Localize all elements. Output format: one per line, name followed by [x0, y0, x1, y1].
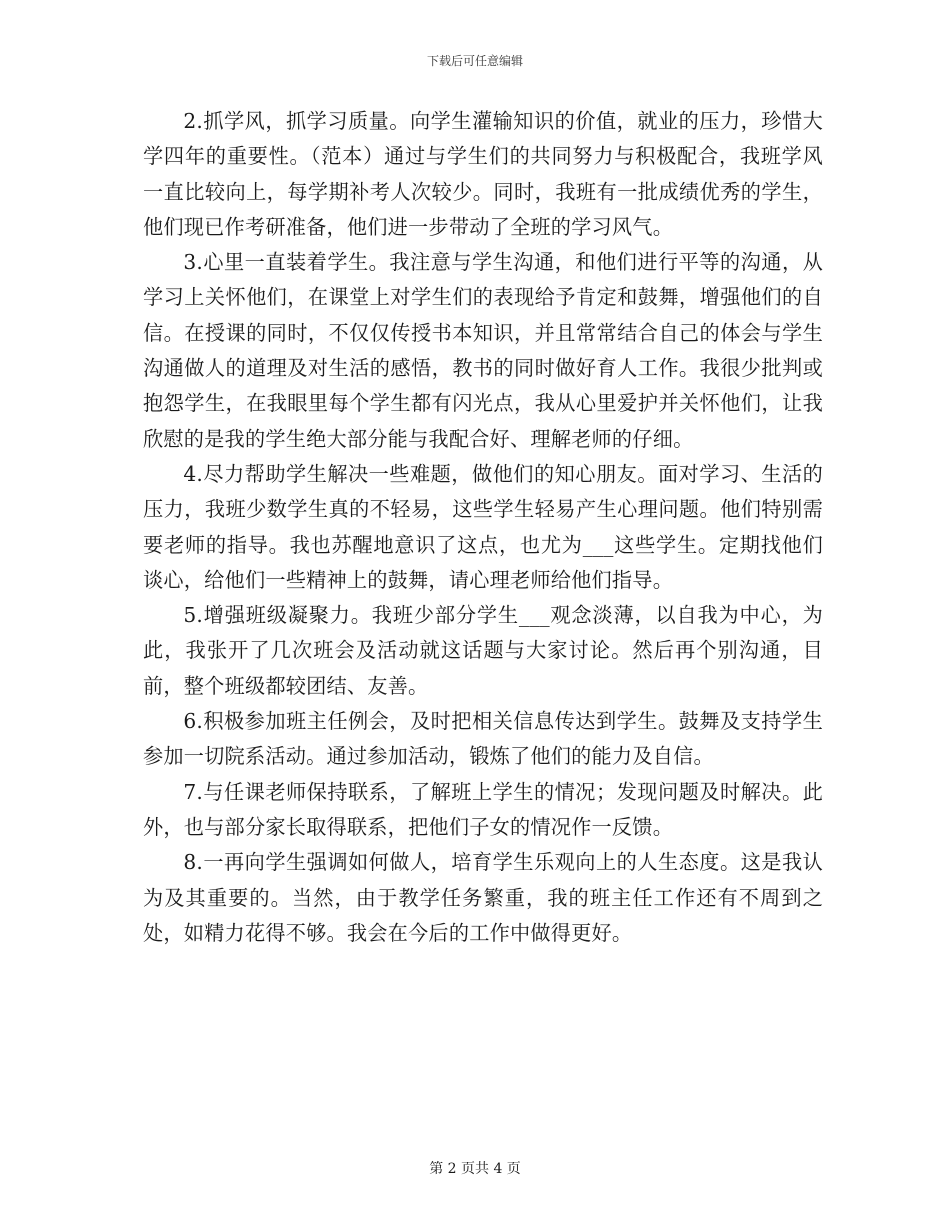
paragraph-2: 2.抓学风，抓学习质量。向学生灌输知识的价值，就业的压力，珍惜大学四年的重要性。（范本）通过与学生们的共同努力与积极配合，我班学风一直比较向上，每学期补考人次较少。同时，我班有一批成绩优秀的学生，他们现已作考研准备，他们进一步带动了全班的学习风气。 [143, 109, 823, 239]
page-footer: 第 2 页共 4 页 [429, 1161, 521, 1177]
paragraph-8: 8.一再向学生强调如何做人，培育学生乐观向上的人生态度。这是我认为及其重要的。当然，由于教学任务繁重，我的班主任工作还有不周到之处，如精力花得不够。我会在今后的工作中做得更好。 [143, 850, 823, 945]
paragraph-3: 3.心里一直装着学生。我注意与学生沟通，和他们进行平等的沟通，从学习上关怀他们，在课堂上对学生们的表现给予肯定和鼓舞，增强他们的自信。在授课的同时，不仅仅传授书本知识，并且常常结合自己的体会与学生沟通做人的道理及对生活的感悟，教书的同时做好育人工作。我很少批判或抱怨学生，在我眼里每个学生都有闪光点，我从心里爱护并关怀他们，让我欣慰的是我的学生绝大部分能与我配合好、理解老师的仔细。 [143, 250, 823, 451]
paragraph-7: 7.与任课老师保持联系，了解班上学生的情况；发现问题及时解决。此外，也与部分家长取得联系，把他们子女的情况作一反馈。 [143, 779, 823, 839]
paragraph-5: 5.增强班级凝聚力。我班少部分学生___观念淡薄，以自我为中心，为此，我张开了几次班会及活动就这话题与大家讨论。然后再个别沟通，目前，整个班级都较团结、友善。 [143, 603, 823, 698]
paragraph-6: 6.积极参加班主任例会，及时把相关信息传达到学生。鼓舞及支持学生参加一切院系活动。通过参加活动，锻炼了他们的能力及自信。 [143, 709, 823, 769]
document-body [143, 104, 823, 951]
paragraph-4: 4.尽力帮助学生解决一些难题，做他们的知心朋友。面对学习、生活的压力，我班少数学生真的不轻易，这些学生轻易产生心理问题。他们特别需要老师的指导。我也苏醒地意识了这点，也尤为___这些学生。定期找他们谈心，给他们一些精神上的鼓舞，请心理老师给他们指导。 [143, 461, 823, 592]
page-header: 下载后可任意编辑 [426, 54, 523, 68]
